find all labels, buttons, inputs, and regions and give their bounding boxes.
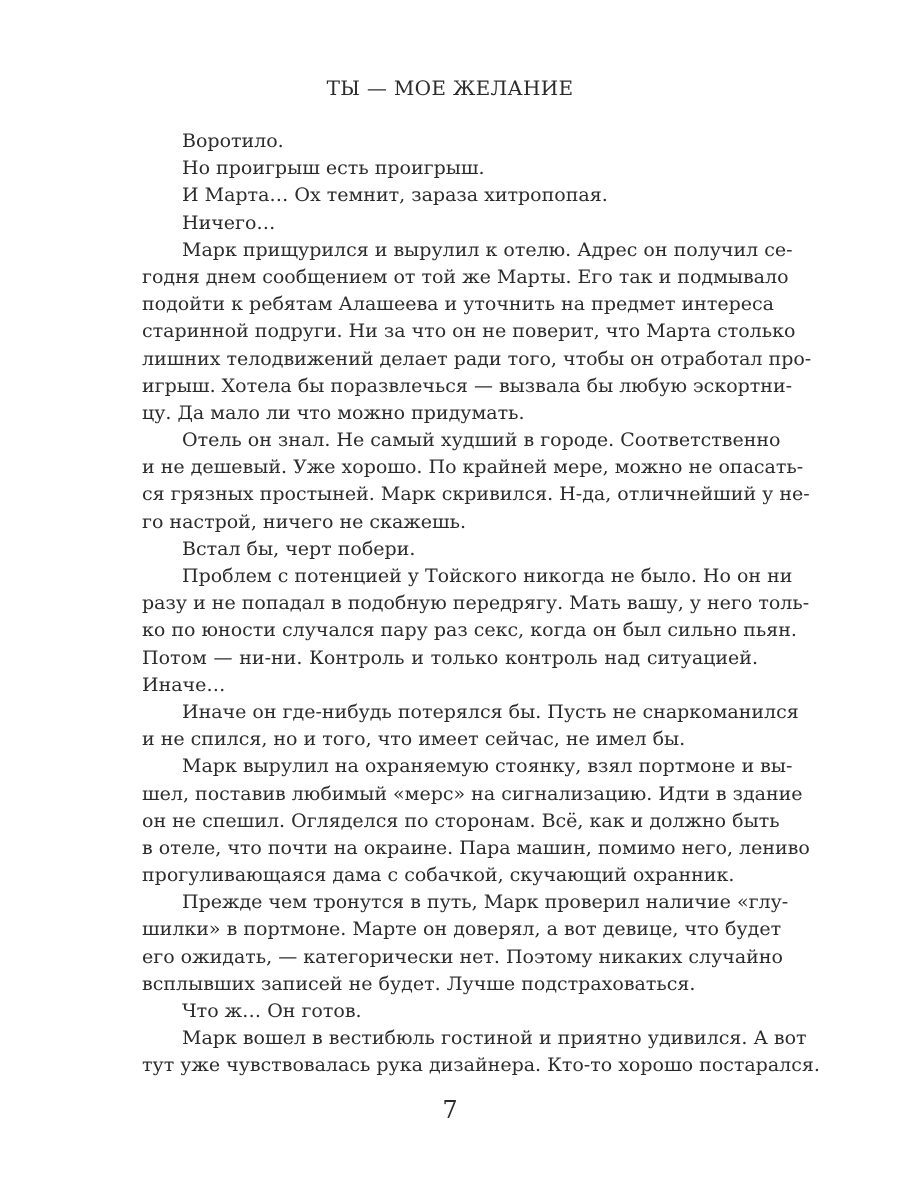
text-line: шел, поставив любимый «мерс» на сигнализацию. Идти в здание: [142, 782, 803, 805]
text-line: шилки» в портмоне. Марте он доверял, а вот девице, что будет: [142, 918, 782, 941]
text-line: тут уже чувствовалась рука дизайнера. Кто-то хорошо постарался.: [142, 1054, 820, 1077]
text-line: всплывших записей не будет. Лучше подстраховаться.: [142, 972, 696, 995]
text-line: и не дешевый. Уже хорошо. По крайней мере, можно не опасать-: [142, 456, 804, 479]
text-line: Потом — ни-ни. Контроль и только контроль над ситуацией.: [142, 646, 758, 669]
running-title: ТЫ — МОЕ ЖЕЛАНИЕ: [326, 76, 574, 100]
text-line: он не спешил. Огляделся по сторонам. Всё, как и должно быть: [142, 809, 780, 832]
text-line: лишних телодвижений делает ради того, чтобы он отработал про-: [142, 347, 812, 370]
text-line: И Марта… Ох темнит, зараза хитропопая.: [182, 184, 608, 207]
page-number: 7: [442, 1096, 458, 1124]
text-line: цу. Да мало ли что можно придумать.: [142, 401, 525, 424]
text-line: Ничего…: [182, 211, 276, 234]
text-line: Марк вырулил на охраняемую стоянку, взял портмоне и вы-: [182, 755, 793, 778]
text-line: Иначе…: [142, 673, 226, 696]
text-line: разу и не попадал в подобную передрягу. Мать вашу, у него толь-: [142, 592, 810, 615]
text-line: Что ж… Он готов.: [182, 1000, 362, 1022]
text-line: Проблем с потенцией у Тойского никогда не было. Но он ни: [182, 565, 793, 587]
text-line: прогуливающаяся дама с собачкой, скучающий охранник.: [142, 864, 735, 887]
text-line: годня днем сообщением от той же Марты. Его так и подмывало: [142, 265, 789, 288]
text-line: подойти к ребятам Алашеева и уточнить на предмет интереса: [142, 293, 774, 316]
text-line: Иначе он где-нибудь потерялся бы. Пусть не снаркоманился: [182, 700, 799, 723]
text-line: старинной подруги. Ни за что он не поверит, что Марта столько: [142, 320, 796, 343]
text-line: Встал бы, черт побери.: [182, 537, 416, 560]
text-line: Отель он знал. Не самый худший в городе. Соответственно: [182, 429, 781, 452]
text-line: Воротило.: [182, 130, 284, 152]
text-line: Марк вошел в вестибюль гостиной и приятно удивился. А вот: [182, 1027, 807, 1050]
text-line: Но проигрыш есть проигрыш.: [182, 157, 485, 180]
text-line: его ожидать, — категорически нет. Поэтому никаких случайно: [142, 945, 783, 968]
text-line: и не спился, но и того, что имеет сейчас, не имел бы.: [142, 728, 686, 751]
text-line: ко по юности случался пару раз секс, когда он был сильно пьян.: [142, 619, 797, 642]
body-text: [142, 128, 820, 1080]
text-line: в отеле, что почти на окраине. Пара машин, помимо него, лениво: [142, 836, 810, 859]
text-line: Марк прищурился и вырулил к отелю. Адрес он получил се-: [182, 238, 793, 261]
text-line: Прежде чем тронутся в путь, Марк проверил наличие «глу-: [182, 891, 789, 914]
text-line: го настрой, ничего не скажешь.: [142, 510, 467, 533]
text-line: ся грязных простыней. Марк скривился. Н-да, отличнейший у не-: [142, 483, 810, 506]
text-line: игрыш. Хотела бы поразвлечься — вызвала бы любую эскортни-: [142, 374, 793, 397]
